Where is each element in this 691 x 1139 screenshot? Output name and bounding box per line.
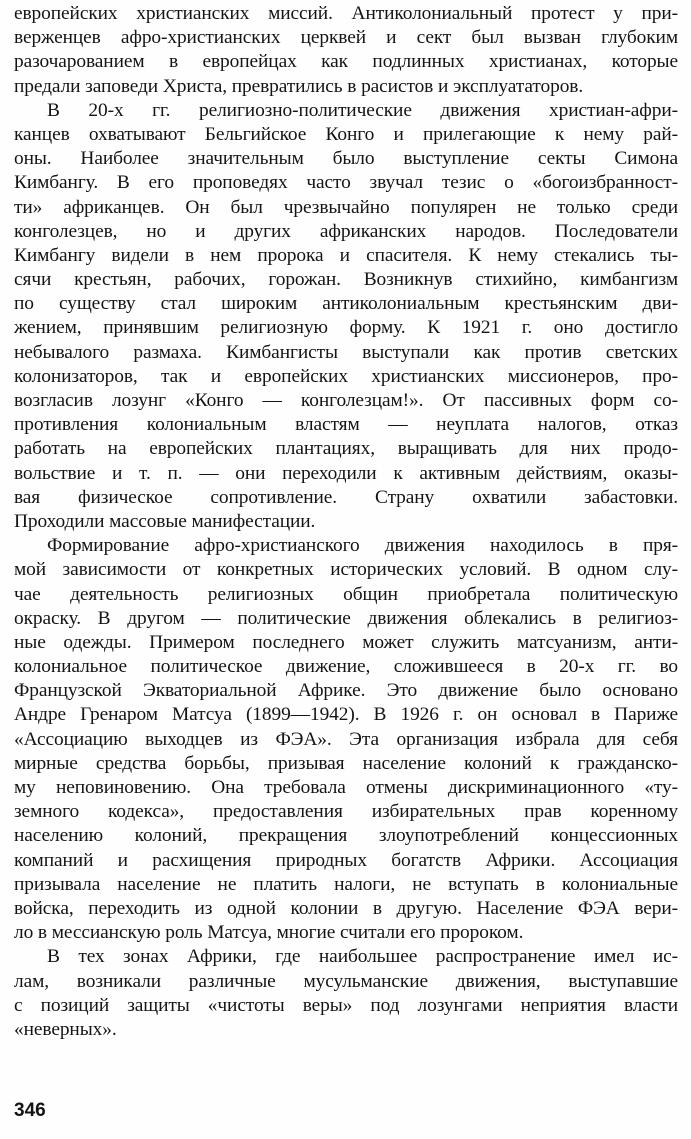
text-line: с позиций защиты «чистоты веры» под лозунгами неприятия власти <box>14 994 678 1016</box>
paragraph <box>14 99 678 534</box>
text-line: небывалого размаха. Кимбангисты выступали как против светских <box>14 341 678 363</box>
paragraph <box>14 534 678 945</box>
paragraph <box>14 945 678 1042</box>
text-line: предали заповеди Христа, превратились в расистов и эксплуататоров. <box>14 75 584 97</box>
text-line: компаний и расхищения природных богатств Африки. Ассоциация <box>14 849 678 871</box>
text-line: «Ассоциацию выходцев из ФЭА». Эта организация избрала для себя <box>14 728 678 750</box>
text-line: Проходили массовые манифестации. <box>14 510 316 532</box>
text-line: разочарованием в европейцах как подлинных христианах, которые <box>14 51 678 73</box>
text-line: призывала население не платить налоги, не вступать в колониальные <box>14 873 678 895</box>
text-line: противления колониальным властям — неуплата налогов, отказ <box>14 414 678 436</box>
text-line: вольствие и т. п. — они переходили к активным действиям, оказы- <box>14 462 678 484</box>
text-line: канцев охватывают Бельгийское Конго и прилегающие к нему рай- <box>14 123 678 145</box>
text-line: ло в мессианскую роль Матсуа, многие считали его пророком. <box>14 922 524 944</box>
text-line: Кимбангу видели в нем пророка и спасителя. К нему стекались ты- <box>14 244 678 266</box>
text-line: Кимбангу. В его проповедях часто звучал тезис о «богоизбранност- <box>14 172 678 194</box>
text-line: европейских христианских миссий. Антиколониальный протест у при- <box>14 3 678 24</box>
text-line: по существу стал широким антиколониальным крестьянским дви- <box>14 293 678 315</box>
paragraph <box>14 2 678 99</box>
text-line: работать на европейских плантациях, выращивать для них продо- <box>14 438 678 460</box>
text-line: конголезцев, но и других африканских народов. Последователи <box>14 220 678 242</box>
text-line: верженцев афро-христианских церквей и сект был вызван глубоким <box>14 27 678 49</box>
text-line: колонизаторов, так и европейских христианских миссионеров, про- <box>14 365 678 387</box>
text-line: «неверных». <box>14 1018 117 1040</box>
text-line: населению колоний, прекращения злоупотреблений концессионных <box>14 825 678 847</box>
text-line: ные одежды. Примером последнего может служить матсуанизм, анти- <box>14 631 678 653</box>
text-line: окраску. В другом — политические движения облекались в религиоз- <box>14 607 678 629</box>
text-line: Андре Гренаром Матсуа (1899—1942). В 1926 г. он основал в Париже <box>14 704 678 726</box>
text-line: мой зависимости от конкретных исторических условий. В одном слу- <box>14 559 678 581</box>
text-line: войска, переходить из одной колонии в другую. Население ФЭА вери- <box>14 897 678 919</box>
text-line: земного кодекса», предоставления избирательных прав коренному <box>14 801 678 823</box>
text-line: ти» африканцев. Он был чрезвычайно популярен не только среди <box>14 196 678 218</box>
text-line: возгласив лозунг «Конго — конголезцам!». От пассивных форм со- <box>14 390 678 411</box>
text-line: жением, принявшим религиозную форму. К 1921 г. оно достигло <box>14 317 678 339</box>
text-line: Формирование афро-христианского движения находилось в пря- <box>47 535 678 557</box>
text-line: му неповиновению. Она требовала отмены дискриминационного «ту- <box>14 777 678 798</box>
text-line: вая физическое сопротивление. Страну охватили забастовки. <box>14 486 678 508</box>
text-line: Французской Экваториальной Африке. Это движение было основано <box>14 680 678 702</box>
text-line: мирные средства борьбы, призывая население колоний к гражданско- <box>14 752 678 774</box>
text-line: В тех зонах Африки, где наибольшее распространение имел ис- <box>47 946 678 968</box>
text-line: чае деятельность религиозных общин приобретала политическую <box>14 583 678 605</box>
text-line: оны. Наиболее значительным было выступление секты Симона <box>14 148 678 170</box>
body-text <box>14 2 678 1042</box>
text-line: лам, возникали различные мусульманские движения, выступавшие <box>14 970 678 992</box>
page-number: 346 <box>14 1100 46 1121</box>
text-line: колониальное политическое движение, сложившееся в 20-х гг. во <box>14 656 678 678</box>
text-line: В 20-х гг. религиозно-политические движения христиан-афри- <box>47 99 678 121</box>
text-line: сячи крестьян, рабочих, горожан. Возникнув стихийно, кимбангизм <box>14 269 678 291</box>
